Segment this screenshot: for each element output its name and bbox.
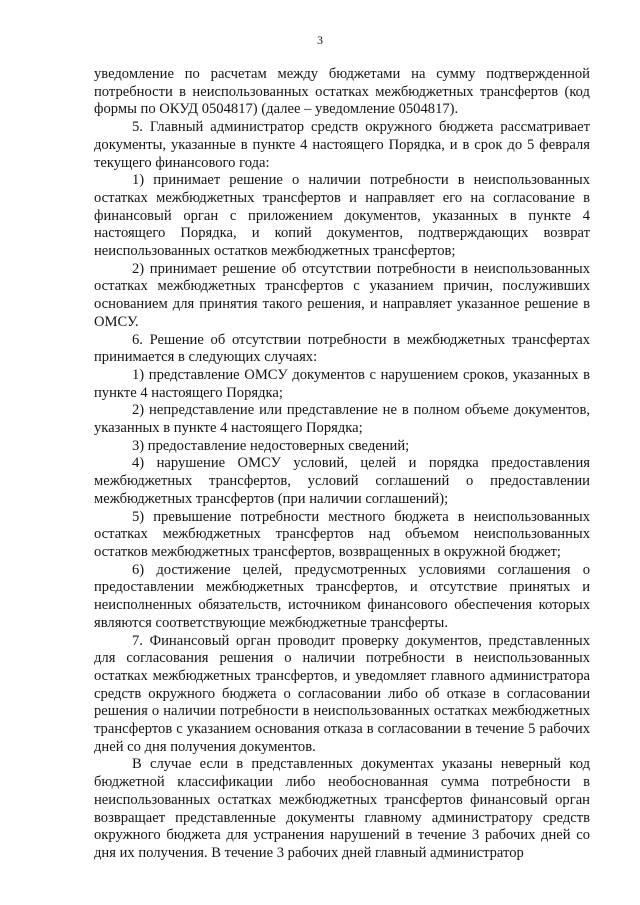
- paragraph-item-6-1: 1) представление ОМСУ документов с нарушением сроков, указанных в пункте 4 настоящего Порядка;: [94, 366, 590, 401]
- paragraph-item-6-4: 4) нарушение ОМСУ условий, целей и порядка предоставления межбюджетных трансфертов, условий соглашений о предоставлении межбюджетных трансфертов (при наличии соглашений);: [94, 455, 590, 507]
- paragraph-item-5-2: 2) принимает решение об отсутствии потребности в неиспользованных остатках межбюджетных трансфертов с указанием причин, послуживших основанием для принятия такого решения, и направляет указанное решение в ОМСУ.: [94, 260, 590, 330]
- paragraph-item-6-2: 2) непредставление или представление не в полном объеме документов, указанных в пункте 4 настоящего Порядка;: [94, 402, 590, 437]
- paragraph-item-7-case: В случае если в представленных документах указаны неверный код бюджетной классификации либо необоснованная сумма потребности в неиспользованных остатках межбюджетных трансфертов финансовый орган возвращает представленные документы главному администратору средств окружного бюджета для устранения нарушений в течение 3 рабочих дней со дня их получения. В течение 3 рабочих дней главный администратор: [94, 756, 590, 861]
- paragraph-item-5-1: 1) принимает решение о наличии потребности в неиспользованных остатках межбюджетных трансфертов и направляет его на согласование в финансовый орган с приложением документов, указанных в пункте 4 настоящего Порядка, и копий документов, подтверждающих возврат неиспользованных остатков межбюджетных трансфертов;: [94, 172, 590, 260]
- paragraph-item-6-5: 5) превышение потребности местного бюджета в неиспользованных остатках межбюджетных трансфертов над объемом неиспользованных остатков межбюджетных трансфертов, возвращенных в окружной бюджет;: [94, 508, 590, 560]
- paragraph-item-6-3: 3) предоставление недостоверных сведений;: [132, 437, 410, 454]
- paragraph-item-6: 6. Решение об отсутствии потребности в межбюджетных трансфертах принимается в следующих случаях:: [94, 331, 590, 366]
- document-body: [94, 66, 590, 863]
- paragraph-item-5: 5. Главный администратор средств окружного бюджета рассматривает документы, указанные в пункте 4 настоящего Порядка, и в срок до 5 февраля текущего финансового года:: [94, 119, 590, 171]
- paragraph-item-7: 7. Финансовый орган проводит проверку документов, представленных для согласования решения о наличии потребности в неиспользованных остатках межбюджетных трансфертов, и уведомляет главного администратора средств окружного бюджета о согласовании либо об отказе в согласовании решения о наличии потребности в неиспользованных остатках межбюджетных трансфертов с указанием основания отказа в согласовании в течение 5 рабочих дней со дня получения документов.: [94, 632, 590, 755]
- paragraph-item-6-6: 6) достижение целей, предусмотренных условиями соглашения о предоставлении межбюджетных трансфертов, и отсутствие принятых и неисполненных обязательств, источником финансового обеспечения которых являются соответствующие межбюджетные трансферты.: [94, 561, 590, 631]
- page-number: 3: [317, 33, 323, 47]
- paragraph-continuation: уведомление по расчетам между бюджетами на сумму подтвержденной потребности в неиспользованных остатках межбюджетных трансфертов (код формы по ОКУД 0504817) (далее – уведомление 0504817).: [94, 66, 590, 118]
